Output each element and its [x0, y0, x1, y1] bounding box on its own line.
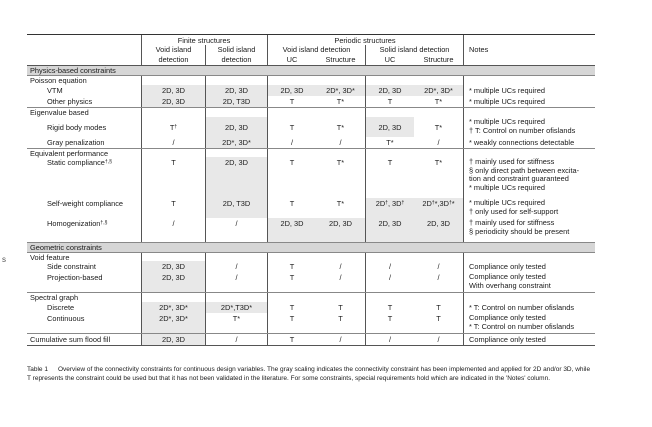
group-title: Equivalent performance: [30, 148, 109, 158]
connectivity-constraints-table: [27, 34, 595, 346]
row-continuous: [27, 313, 595, 334]
cell-finite-void: T: [141, 157, 205, 198]
cell-notes: * weakly connections detectable: [463, 137, 595, 148]
cell-periodic-solid-uc: T*: [365, 137, 414, 148]
note-line: § periodicity should be present: [469, 226, 570, 236]
cell-periodic-solid-structure: T: [436, 314, 441, 323]
header-void-island: Void island: [141, 45, 205, 54]
cell-periodic-void-structure: 2D, 3D: [316, 218, 365, 242]
note-line: † T: Control on number ofislands: [469, 125, 576, 135]
note-line: † only used for self-support: [469, 206, 559, 216]
divider: [463, 54, 464, 65]
cell-finite-solid: 2D, T3D: [205, 198, 267, 218]
divider: [205, 293, 206, 302]
cell-notes: * multiple UCs required: [463, 96, 595, 107]
cell-periodic-void-structure: 2D*, 3D*: [316, 85, 365, 96]
cell-periodic-void-uc: T: [267, 117, 316, 137]
cell-finite-solid: /: [205, 218, 267, 242]
row-discrete: [27, 302, 595, 313]
cell-notes: Compliance only tested: [463, 261, 595, 272]
row-label: Projection-based: [47, 273, 103, 282]
header-uc: UC: [267, 54, 316, 65]
note-line: § only direct path between excita-: [469, 165, 580, 175]
cell-periodic-void-structure: T*: [336, 199, 345, 208]
divider: [141, 293, 142, 302]
divider: [365, 253, 366, 261]
cell-notes: [463, 117, 595, 137]
cell-finite-solid: T*: [205, 313, 267, 333]
cell-periodic-void-uc: 2D, 3D: [267, 218, 316, 242]
cell-periodic-solid-uc: T: [365, 302, 414, 313]
divider: [463, 253, 464, 261]
row-label-text: Homogenization: [47, 219, 101, 228]
divider: [205, 253, 206, 261]
note-line: * T: Control on number ofislands: [469, 321, 575, 331]
cell-finite-void: T: [141, 198, 205, 218]
header-structure: Structure: [423, 55, 454, 64]
divider: [267, 253, 268, 261]
cell-finite-void: 2D, 3D: [141, 85, 205, 96]
cell-periodic-void-structure: T: [338, 314, 343, 323]
cell-periodic-solid-structure: 2D, 3D: [414, 218, 463, 242]
cell-finite-solid: /: [205, 334, 267, 345]
cell-value: , 3D: [387, 199, 402, 208]
header-periodic-void-detection: Void island detection: [267, 45, 365, 54]
cell-finite-void: [141, 117, 205, 137]
divider: [205, 149, 206, 157]
cell-periodic-void-uc: T: [267, 96, 316, 107]
header-periodic: Periodic structures: [334, 35, 396, 45]
row-gray-penalization: [27, 137, 595, 149]
header-notes: Notes: [463, 45, 595, 54]
cell-periodic-solid-uc: /: [365, 272, 414, 292]
divider: [205, 108, 206, 117]
cell-periodic-solid-structure: /: [437, 335, 440, 344]
divider: [463, 35, 464, 45]
cell-periodic-solid-structure: /: [437, 273, 440, 282]
row-label: VTM: [47, 86, 63, 95]
cell-notes: [463, 272, 595, 292]
cell-periodic-void-uc: T: [267, 261, 316, 272]
cell-value: *,3D: [434, 199, 449, 208]
superscript: †: [174, 123, 178, 130]
divider: [267, 108, 268, 117]
cell-periodic-void-uc: T: [267, 157, 316, 198]
row-rigid-body-modes: [27, 117, 595, 137]
row-label-text: Static compliance: [47, 158, 105, 167]
cell-periodic-void-uc: T: [267, 302, 316, 313]
divider: [141, 35, 142, 45]
note-line: With overhang constraint: [469, 280, 551, 290]
cell-finite-void: /: [141, 218, 205, 242]
group-poisson: [27, 76, 595, 85]
section-title: Physics-based constraints: [30, 66, 116, 75]
cell-periodic-void-uc: T: [267, 334, 316, 345]
cell-notes: Compliance only tested: [463, 334, 595, 345]
superscript: †,§: [104, 159, 112, 165]
cell-periodic-void-uc: T: [267, 313, 316, 333]
table-caption: [27, 366, 595, 384]
group-title: Eigenvalue based: [30, 108, 89, 117]
caption-label: Table 1: [27, 366, 48, 373]
header-detection: detection: [205, 54, 267, 65]
cell-periodic-solid-uc: /: [365, 334, 414, 345]
cell-periodic-void-structure: T: [338, 303, 343, 312]
cell-finite-void: /: [141, 137, 205, 148]
cell-finite-solid: 2D*, 3D*: [205, 137, 267, 148]
cell-periodic-solid-uc: T: [365, 96, 414, 107]
cell-periodic-solid-structure: T*: [434, 97, 443, 106]
cell-periodic-void-structure: T*: [336, 97, 345, 106]
divider: [365, 108, 366, 117]
cell-periodic-solid-structure: [414, 198, 463, 218]
divider: [267, 293, 268, 302]
header-row-1: [27, 35, 595, 45]
divider: [205, 76, 206, 85]
group-spectral-graph: [27, 293, 595, 302]
row-label: Other physics: [47, 97, 93, 106]
divider: [267, 35, 268, 45]
cell-value: 2D: [422, 199, 432, 208]
cell-finite-void: 2D, 3D: [141, 96, 205, 107]
superscript: †: [448, 200, 452, 206]
cell-finite-solid: 2D, 3D: [205, 157, 267, 198]
row-label: Continuous: [47, 314, 85, 323]
divider: [267, 76, 268, 85]
row-homogenization: [27, 218, 595, 243]
cell-periodic-solid-structure: T*: [434, 122, 443, 132]
section-geometric: [27, 243, 595, 253]
cell-finite-solid: 2D, 3D: [205, 117, 267, 137]
note-line: * multiple UCs required: [469, 198, 545, 207]
cell-value: 2D: [375, 199, 386, 208]
cell-periodic-void-uc: 2D, 3D: [267, 85, 316, 96]
cell-periodic-void-structure: /: [339, 262, 342, 271]
cell-periodic-solid-uc: [365, 198, 414, 218]
row-projection-based: [27, 272, 595, 293]
note-line: † mainly used for stiffness: [469, 218, 555, 227]
cell-periodic-void-structure: /: [339, 335, 342, 344]
header-periodic-solid-detection: Solid island detection: [365, 45, 463, 54]
row-label: Side constraint: [47, 262, 96, 271]
divider: [141, 149, 142, 157]
header-row-2: [27, 45, 595, 54]
header-finite: Finite structures: [177, 35, 231, 45]
divider: [365, 76, 366, 85]
note-line: * multiple UCs required: [469, 183, 545, 193]
cell-periodic-void-uc: T: [267, 198, 316, 218]
cell-finite-void: 2D*, 3D*: [141, 302, 205, 313]
cell-periodic-solid-uc: T: [365, 313, 414, 333]
row-label: Gray penalization: [47, 138, 105, 147]
cell-finite-void: 2D*, 3D*: [141, 313, 205, 333]
cell-value: *: [451, 199, 455, 208]
group-title: Poisson equation: [30, 76, 87, 85]
superscript: †: [385, 200, 388, 206]
row-cumulative-sum-flood-fill: [27, 334, 595, 346]
cell-periodic-solid-structure: /: [437, 138, 440, 147]
row-label: Self-weight compliance: [47, 199, 123, 208]
divider: [365, 149, 366, 157]
row-label: [47, 157, 141, 198]
note-line: tion and constraint guaranteed: [469, 174, 569, 184]
divider: [463, 76, 464, 85]
superscript: †: [431, 200, 435, 206]
cell-periodic-solid-structure: T: [436, 303, 441, 312]
header-detection: detection: [141, 54, 205, 65]
cell-periodic-void-structure: T*: [336, 158, 345, 167]
cell-periodic-solid-uc: 2D, 3D: [365, 218, 414, 242]
cell-periodic-void-uc: T: [267, 272, 316, 292]
cell-notes: * multiple UCs required: [463, 85, 595, 96]
divider: [365, 293, 366, 302]
cell-periodic-solid-structure: 2D*, 3D*: [414, 85, 463, 96]
group-equivalent-performance: [27, 149, 595, 157]
section-physics: [27, 66, 595, 76]
row-vtm: [27, 85, 595, 96]
row-label: Rigid body modes: [47, 122, 107, 132]
divider: [463, 293, 464, 302]
header-uc: UC: [365, 54, 414, 65]
cell-periodic-void-structure: T*: [336, 122, 345, 132]
group-void-feature: [27, 253, 595, 261]
row-label: Cumulative sum flood fill: [30, 335, 111, 344]
cell-finite-void: 2D, 3D: [141, 272, 205, 292]
cell-notes: [463, 157, 595, 198]
margin-mark: s: [2, 255, 6, 264]
cell-periodic-solid-uc: T: [365, 157, 414, 198]
group-title: Spectral graph: [30, 293, 79, 302]
cell-notes: [463, 218, 595, 242]
divider: [141, 76, 142, 85]
header-solid-island: Solid island: [205, 45, 267, 54]
header-structure: Structure: [325, 55, 356, 64]
divider: [463, 108, 464, 117]
cell-value: T: [169, 122, 175, 132]
cell-finite-solid: 2D, 3D: [205, 85, 267, 96]
cell-periodic-solid-structure: /: [437, 262, 440, 271]
cell-finite-solid: 2D, T3D: [205, 96, 267, 107]
cell-periodic-solid-uc: /: [365, 261, 414, 272]
divider: [267, 149, 268, 157]
row-label: [47, 218, 141, 242]
cell-notes: [463, 313, 595, 333]
cell-finite-void: 2D, 3D: [141, 261, 205, 272]
cell-periodic-solid-uc: 2D, 3D: [365, 117, 414, 137]
cell-periodic-void-structure: /: [339, 273, 342, 282]
note-line: * multiple UCs required: [469, 117, 545, 126]
divider: [141, 253, 142, 261]
cell-finite-solid: 2D*,T3D*: [205, 302, 267, 313]
note-line: Compliance only tested: [469, 272, 546, 281]
cell-finite-solid: /: [205, 261, 267, 272]
caption-text: Overview of the connectivity constraints for continuous design variables. The gray scaling indicates the connectivity constraint has been implemented and applied for 2D and/or 3D, while T represents the constraint could be used but that it has not been validated in the literature. For some constraints, special requirements hold which are indicated in the 'Notes' column.: [27, 366, 591, 382]
row-other-physics: [27, 96, 595, 108]
cell-notes: [463, 198, 595, 218]
divider: [463, 149, 464, 157]
superscript: †: [401, 200, 405, 206]
cell-finite-solid: /: [205, 272, 267, 292]
row-static-compliance: [27, 157, 595, 198]
note-line: Compliance only tested: [469, 313, 546, 322]
cell-periodic-void-uc: /: [267, 137, 316, 148]
superscript: †,§: [100, 220, 108, 226]
cell-notes: * T: Control on number ofislands: [463, 302, 595, 313]
cell-periodic-solid-uc: 2D, 3D: [365, 85, 414, 96]
group-title: Void feature: [30, 252, 70, 262]
note-line: † mainly used for stiffness: [469, 157, 555, 166]
section-title: Geometric constraints: [30, 243, 102, 252]
divider: [141, 108, 142, 117]
row-label: Discrete: [47, 303, 75, 312]
row-side-constraint: [27, 261, 595, 272]
row-self-weight-compliance: [27, 198, 595, 218]
group-eigenvalue: [27, 108, 595, 117]
cell-periodic-solid-structure: T*: [434, 158, 443, 167]
header-row-3: [27, 54, 595, 66]
cell-finite-void: 2D, 3D: [141, 334, 205, 345]
cell-periodic-void-structure: /: [339, 138, 342, 147]
